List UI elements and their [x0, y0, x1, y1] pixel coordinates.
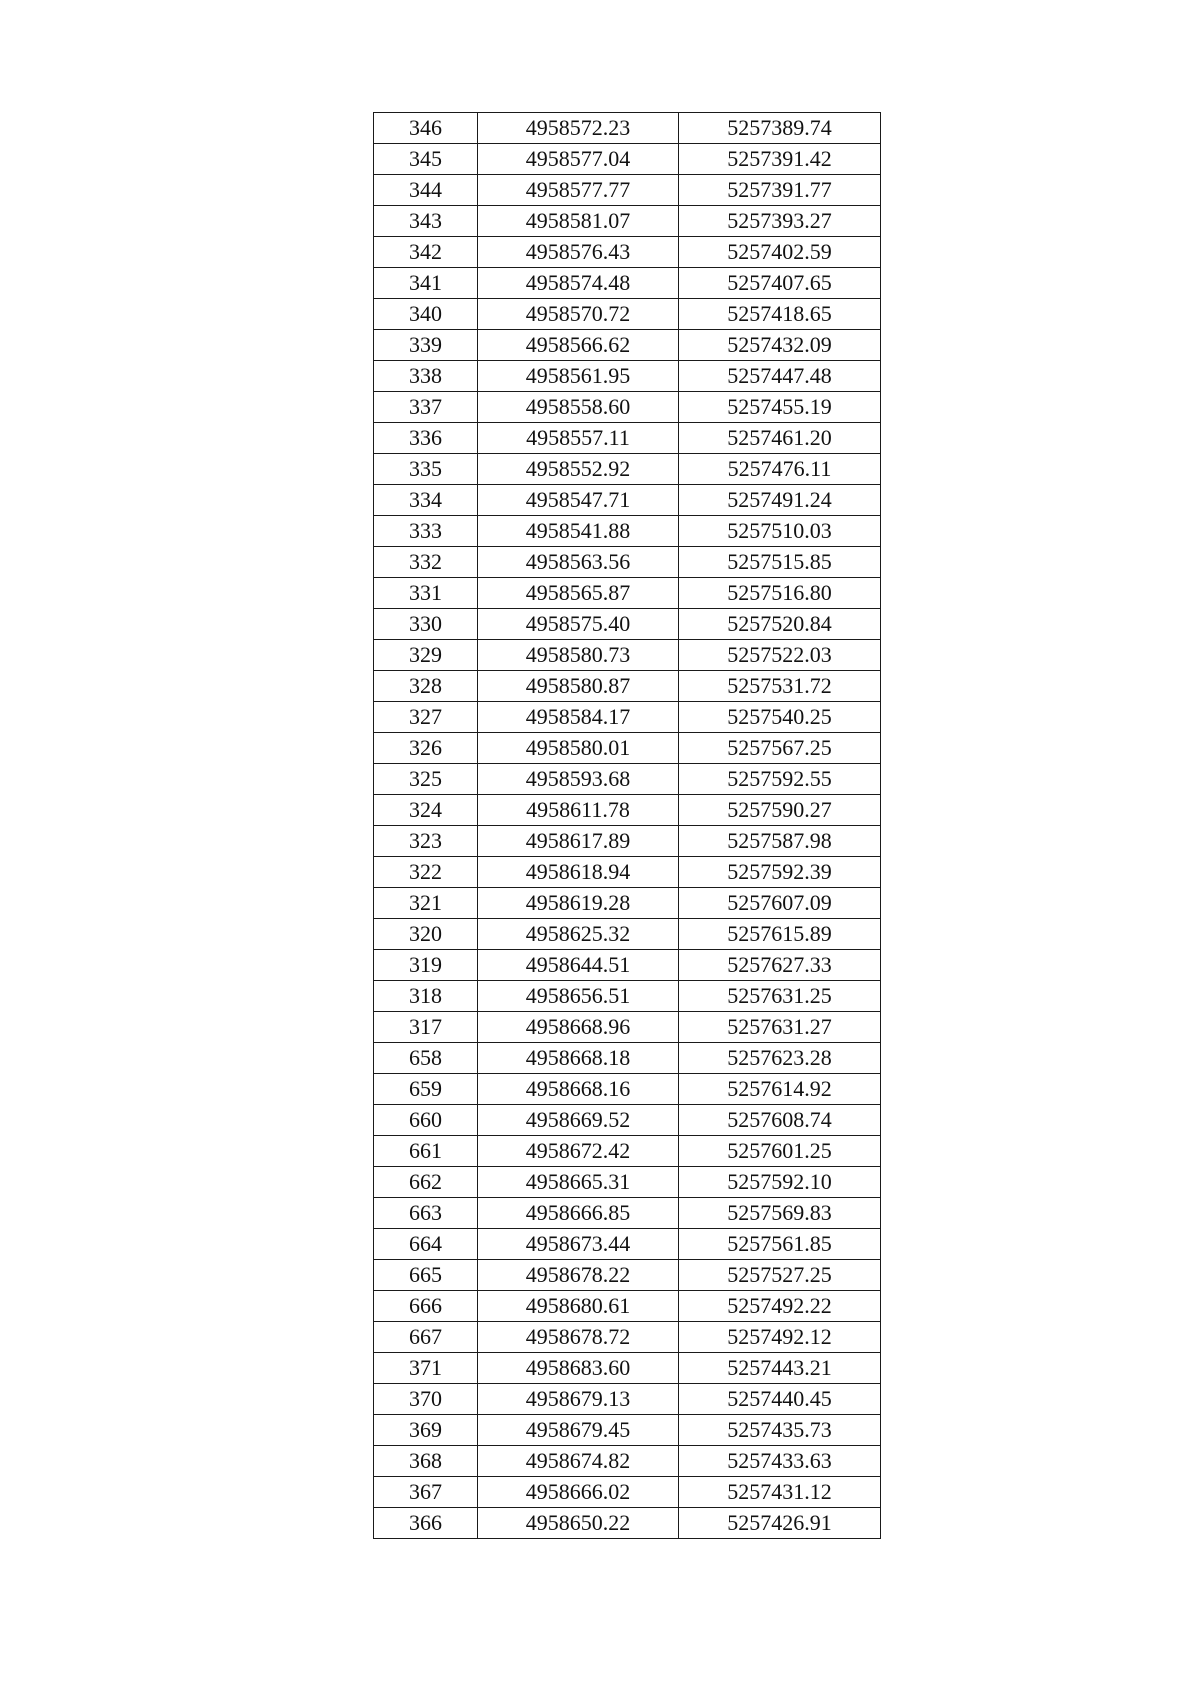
point-number-cell: 328 — [374, 671, 478, 702]
point-number-cell: 337 — [374, 392, 478, 423]
point-number-cell: 664 — [374, 1229, 478, 1260]
x-coordinate-cell: 4958577.04 — [478, 144, 679, 175]
y-coordinate-cell: 5257587.98 — [679, 826, 881, 857]
y-coordinate-cell: 5257433.63 — [679, 1446, 881, 1477]
x-coordinate-cell: 4958580.87 — [478, 671, 679, 702]
table-row — [374, 1322, 881, 1353]
table-row — [374, 299, 881, 330]
table-row — [374, 237, 881, 268]
point-number-cell: 665 — [374, 1260, 478, 1291]
point-number-cell: 368 — [374, 1446, 478, 1477]
table-row — [374, 113, 881, 144]
x-coordinate-cell: 4958575.40 — [478, 609, 679, 640]
point-number-cell: 663 — [374, 1198, 478, 1229]
table-row — [374, 1043, 881, 1074]
table-row — [374, 423, 881, 454]
x-coordinate-cell: 4958552.92 — [478, 454, 679, 485]
x-coordinate-cell: 4958566.62 — [478, 330, 679, 361]
y-coordinate-cell: 5257631.27 — [679, 1012, 881, 1043]
y-coordinate-cell: 5257540.25 — [679, 702, 881, 733]
point-number-cell: 369 — [374, 1415, 478, 1446]
point-number-cell: 317 — [374, 1012, 478, 1043]
x-coordinate-cell: 4958617.89 — [478, 826, 679, 857]
point-number-cell: 325 — [374, 764, 478, 795]
y-coordinate-cell: 5257592.10 — [679, 1167, 881, 1198]
table-row — [374, 1012, 881, 1043]
y-coordinate-cell: 5257393.27 — [679, 206, 881, 237]
y-coordinate-cell: 5257520.84 — [679, 609, 881, 640]
point-number-cell: 333 — [374, 516, 478, 547]
table-row — [374, 454, 881, 485]
y-coordinate-cell: 5257561.85 — [679, 1229, 881, 1260]
y-coordinate-cell: 5257435.73 — [679, 1415, 881, 1446]
table-row — [374, 1136, 881, 1167]
point-number-cell: 340 — [374, 299, 478, 330]
y-coordinate-cell: 5257515.85 — [679, 547, 881, 578]
x-coordinate-cell: 4958668.96 — [478, 1012, 679, 1043]
y-coordinate-cell: 5257491.24 — [679, 485, 881, 516]
y-coordinate-cell: 5257592.39 — [679, 857, 881, 888]
y-coordinate-cell: 5257531.72 — [679, 671, 881, 702]
x-coordinate-cell: 4958618.94 — [478, 857, 679, 888]
table-row — [374, 144, 881, 175]
table-row — [374, 1260, 881, 1291]
x-coordinate-cell: 4958650.22 — [478, 1508, 679, 1539]
y-coordinate-cell: 5257614.92 — [679, 1074, 881, 1105]
y-coordinate-cell: 5257440.45 — [679, 1384, 881, 1415]
point-number-cell: 666 — [374, 1291, 478, 1322]
x-coordinate-cell: 4958561.95 — [478, 361, 679, 392]
x-coordinate-cell: 4958581.07 — [478, 206, 679, 237]
y-coordinate-cell: 5257391.77 — [679, 175, 881, 206]
x-coordinate-cell: 4958674.82 — [478, 1446, 679, 1477]
table-row — [374, 206, 881, 237]
point-number-cell: 661 — [374, 1136, 478, 1167]
point-number-cell: 336 — [374, 423, 478, 454]
x-coordinate-cell: 4958680.61 — [478, 1291, 679, 1322]
y-coordinate-cell: 5257601.25 — [679, 1136, 881, 1167]
point-number-cell: 659 — [374, 1074, 478, 1105]
point-number-cell: 346 — [374, 113, 478, 144]
point-number-cell: 320 — [374, 919, 478, 950]
x-coordinate-cell: 4958644.51 — [478, 950, 679, 981]
y-coordinate-cell: 5257510.03 — [679, 516, 881, 547]
table-row — [374, 516, 881, 547]
x-coordinate-cell: 4958625.32 — [478, 919, 679, 950]
table-row — [374, 857, 881, 888]
table-row — [374, 981, 881, 1012]
x-coordinate-cell: 4958666.02 — [478, 1477, 679, 1508]
table-row — [374, 609, 881, 640]
point-number-cell: 322 — [374, 857, 478, 888]
y-coordinate-cell: 5257402.59 — [679, 237, 881, 268]
table-row — [374, 1229, 881, 1260]
y-coordinate-cell: 5257516.80 — [679, 578, 881, 609]
point-number-cell: 343 — [374, 206, 478, 237]
x-coordinate-cell: 4958541.88 — [478, 516, 679, 547]
point-number-cell: 345 — [374, 144, 478, 175]
point-number-cell: 658 — [374, 1043, 478, 1074]
point-number-cell: 318 — [374, 981, 478, 1012]
point-number-cell: 662 — [374, 1167, 478, 1198]
y-coordinate-cell: 5257569.83 — [679, 1198, 881, 1229]
x-coordinate-cell: 4958679.13 — [478, 1384, 679, 1415]
point-number-cell: 342 — [374, 237, 478, 268]
table-row — [374, 547, 881, 578]
x-coordinate-cell: 4958563.56 — [478, 547, 679, 578]
y-coordinate-cell: 5257607.09 — [679, 888, 881, 919]
y-coordinate-cell: 5257623.28 — [679, 1043, 881, 1074]
y-coordinate-cell: 5257522.03 — [679, 640, 881, 671]
y-coordinate-cell: 5257492.12 — [679, 1322, 881, 1353]
y-coordinate-cell: 5257391.42 — [679, 144, 881, 175]
y-coordinate-cell: 5257476.11 — [679, 454, 881, 485]
table-row — [374, 702, 881, 733]
y-coordinate-cell: 5257431.12 — [679, 1477, 881, 1508]
point-number-cell: 332 — [374, 547, 478, 578]
x-coordinate-cell: 4958668.18 — [478, 1043, 679, 1074]
table-row — [374, 1105, 881, 1136]
point-number-cell: 330 — [374, 609, 478, 640]
x-coordinate-cell: 4958672.42 — [478, 1136, 679, 1167]
x-coordinate-cell: 4958576.43 — [478, 237, 679, 268]
table-row — [374, 764, 881, 795]
x-coordinate-cell: 4958574.48 — [478, 268, 679, 299]
y-coordinate-cell: 5257426.91 — [679, 1508, 881, 1539]
table-row — [374, 175, 881, 206]
y-coordinate-cell: 5257527.25 — [679, 1260, 881, 1291]
table-row — [374, 361, 881, 392]
point-number-cell: 667 — [374, 1322, 478, 1353]
table-row — [374, 826, 881, 857]
table-row — [374, 1291, 881, 1322]
point-number-cell: 366 — [374, 1508, 478, 1539]
x-coordinate-cell: 4958668.16 — [478, 1074, 679, 1105]
table-row — [374, 578, 881, 609]
table-row — [374, 733, 881, 764]
y-coordinate-cell: 5257389.74 — [679, 113, 881, 144]
y-coordinate-cell: 5257455.19 — [679, 392, 881, 423]
x-coordinate-cell: 4958558.60 — [478, 392, 679, 423]
y-coordinate-cell: 5257443.21 — [679, 1353, 881, 1384]
table-row — [374, 485, 881, 516]
table-row — [374, 1477, 881, 1508]
point-number-cell: 344 — [374, 175, 478, 206]
y-coordinate-cell: 5257407.65 — [679, 268, 881, 299]
coordinates-table — [373, 112, 881, 1539]
x-coordinate-cell: 4958547.71 — [478, 485, 679, 516]
y-coordinate-cell: 5257615.89 — [679, 919, 881, 950]
coordinates-table-body — [374, 113, 881, 1539]
table-row — [374, 392, 881, 423]
table-row — [374, 1446, 881, 1477]
table-row — [374, 888, 881, 919]
point-number-cell: 326 — [374, 733, 478, 764]
table-row — [374, 919, 881, 950]
table-row — [374, 671, 881, 702]
x-coordinate-cell: 4958577.77 — [478, 175, 679, 206]
x-coordinate-cell: 4958572.23 — [478, 113, 679, 144]
point-number-cell: 323 — [374, 826, 478, 857]
x-coordinate-cell: 4958580.01 — [478, 733, 679, 764]
point-number-cell: 321 — [374, 888, 478, 919]
x-coordinate-cell: 4958669.52 — [478, 1105, 679, 1136]
x-coordinate-cell: 4958593.68 — [478, 764, 679, 795]
point-number-cell: 329 — [374, 640, 478, 671]
point-number-cell: 660 — [374, 1105, 478, 1136]
x-coordinate-cell: 4958584.17 — [478, 702, 679, 733]
y-coordinate-cell: 5257567.25 — [679, 733, 881, 764]
x-coordinate-cell: 4958673.44 — [478, 1229, 679, 1260]
x-coordinate-cell: 4958679.45 — [478, 1415, 679, 1446]
y-coordinate-cell: 5257627.33 — [679, 950, 881, 981]
table-row — [374, 1415, 881, 1446]
x-coordinate-cell: 4958570.72 — [478, 299, 679, 330]
table-row — [374, 640, 881, 671]
x-coordinate-cell: 4958656.51 — [478, 981, 679, 1012]
x-coordinate-cell: 4958619.28 — [478, 888, 679, 919]
y-coordinate-cell: 5257590.27 — [679, 795, 881, 826]
table-row — [374, 1074, 881, 1105]
table-row — [374, 1198, 881, 1229]
y-coordinate-cell: 5257492.22 — [679, 1291, 881, 1322]
x-coordinate-cell: 4958665.31 — [478, 1167, 679, 1198]
point-number-cell: 327 — [374, 702, 478, 733]
x-coordinate-cell: 4958683.60 — [478, 1353, 679, 1384]
y-coordinate-cell: 5257592.55 — [679, 764, 881, 795]
point-number-cell: 367 — [374, 1477, 478, 1508]
point-number-cell: 338 — [374, 361, 478, 392]
y-coordinate-cell: 5257631.25 — [679, 981, 881, 1012]
x-coordinate-cell: 4958678.72 — [478, 1322, 679, 1353]
table-row — [374, 1167, 881, 1198]
table-row — [374, 1508, 881, 1539]
point-number-cell: 319 — [374, 950, 478, 981]
y-coordinate-cell: 5257418.65 — [679, 299, 881, 330]
x-coordinate-cell: 4958611.78 — [478, 795, 679, 826]
y-coordinate-cell: 5257447.48 — [679, 361, 881, 392]
table-row — [374, 795, 881, 826]
x-coordinate-cell: 4958666.85 — [478, 1198, 679, 1229]
x-coordinate-cell: 4958565.87 — [478, 578, 679, 609]
y-coordinate-cell: 5257432.09 — [679, 330, 881, 361]
y-coordinate-cell: 5257461.20 — [679, 423, 881, 454]
table-row — [374, 1353, 881, 1384]
table-row — [374, 330, 881, 361]
x-coordinate-cell: 4958580.73 — [478, 640, 679, 671]
point-number-cell: 341 — [374, 268, 478, 299]
table-row — [374, 268, 881, 299]
point-number-cell: 335 — [374, 454, 478, 485]
point-number-cell: 370 — [374, 1384, 478, 1415]
point-number-cell: 334 — [374, 485, 478, 516]
table-row — [374, 1384, 881, 1415]
point-number-cell: 339 — [374, 330, 478, 361]
table-row — [374, 950, 881, 981]
x-coordinate-cell: 4958678.22 — [478, 1260, 679, 1291]
point-number-cell: 371 — [374, 1353, 478, 1384]
x-coordinate-cell: 4958557.11 — [478, 423, 679, 454]
point-number-cell: 331 — [374, 578, 478, 609]
point-number-cell: 324 — [374, 795, 478, 826]
y-coordinate-cell: 5257608.74 — [679, 1105, 881, 1136]
